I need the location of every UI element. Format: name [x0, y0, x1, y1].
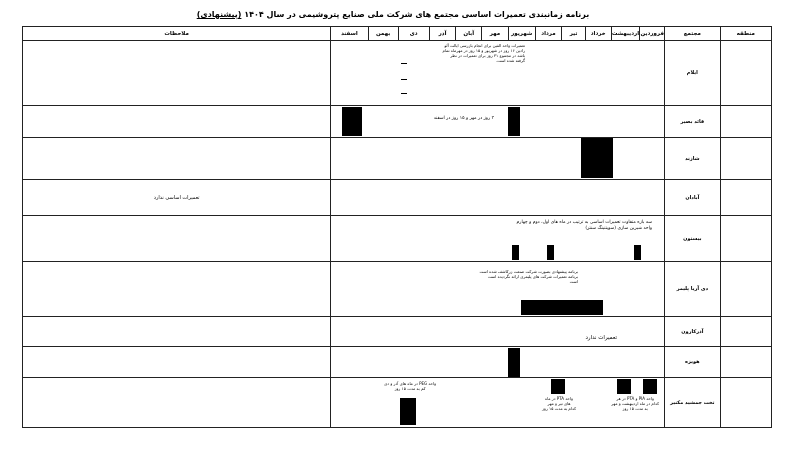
takht-annotation-a: واحد PEG در ماه های آذر و دی کم به مدت ۱۵ روز	[384, 381, 437, 391]
maintenance-bar	[581, 138, 613, 178]
header-month-6: شهریور	[508, 27, 535, 41]
maintenance-bar	[551, 379, 565, 394]
azar-annotation: تعمیرات ندارد	[585, 335, 618, 341]
complex-name: هویزه	[665, 347, 721, 378]
timeline-cell	[331, 317, 665, 347]
header-month-9: آذر	[429, 27, 456, 41]
header-month-2: اردیبهشت	[611, 27, 640, 41]
header-month-3: خرداد	[585, 27, 611, 41]
tick-mark	[401, 63, 407, 64]
title-suffix: (پیشنهادی)	[196, 10, 242, 19]
page-title	[0, 10, 786, 19]
table-row	[23, 378, 772, 428]
timeline-cell	[331, 262, 665, 317]
table-row	[23, 216, 772, 262]
complex-name: تخت جمشید مکنیر	[665, 378, 721, 428]
bistoon-annotation: سه بازه متفاوت تعمیرات اساسی به ترتیب در ماه های اول، دوم و چهارم واحد شیرین سازی (سویتنینگ سنتز)	[516, 220, 653, 231]
takht-annotation-b: واحد PTA در ماه های تیر و مهر کدام به مدت ۱۵ روز	[541, 396, 577, 411]
header-month-5: مرداد	[535, 27, 562, 41]
complex-name: دی آریا پلیمر	[665, 262, 721, 317]
tick-mark	[401, 93, 407, 94]
timeline-cell	[331, 41, 665, 106]
maintenance-bar	[508, 107, 520, 136]
takht-annotation-c: واحد PIA و PTA در هر کدام در ماه اردیبهشت و مهر به مدت ۱۵ روز	[611, 396, 660, 411]
header-month-1: فروردین	[640, 27, 665, 41]
maintenance-bar	[512, 245, 519, 260]
maintenance-bar	[617, 379, 631, 394]
complex-name: آبادان	[665, 180, 721, 216]
maintenance-bar	[400, 398, 416, 425]
tick-mark	[401, 79, 407, 80]
table-row	[23, 138, 772, 180]
maintenance-bar	[547, 245, 554, 260]
header-month-7: مهر	[482, 27, 509, 41]
table-row	[23, 41, 772, 106]
maintenance-bar	[508, 348, 520, 377]
timeline-cell	[331, 180, 665, 216]
header-notes: ملاحظات	[23, 27, 331, 41]
header-month-11: بهمن	[368, 27, 398, 41]
dey-annotation: برنامه پیشنهادی بصورت شرکت صنعت زرکاشف شده است برنامه تعمیرات شرکت های پلیمری ارائه نگردیده است است	[479, 269, 579, 284]
complex-name: بیستون	[665, 216, 721, 262]
table-row	[23, 106, 772, 138]
timeline-cell	[331, 347, 665, 378]
timeline-cell	[331, 378, 665, 428]
header-month-12: اسفند	[331, 27, 368, 41]
header-month-8: آبان	[456, 27, 482, 41]
header-row	[23, 27, 772, 41]
complex-name: شازند	[665, 138, 721, 180]
timeline-cell	[331, 138, 665, 180]
complex-name: قائد بصیر	[665, 106, 721, 138]
table-row	[23, 317, 772, 347]
maintenance-bar	[342, 107, 362, 136]
table-row	[23, 180, 772, 216]
timeline-cell	[331, 216, 665, 262]
maintenance-bar	[634, 245, 641, 260]
timeline-cell	[331, 106, 665, 138]
title-text: برنامه زمانبندی تعمیرات اساسی مجتمع های شرکت ملی صنایع پتروشیمی در سال ۱۴۰۴	[244, 10, 590, 19]
ilam-annotation: تعمیرات واحد الفین برای انجام بازرسی ایالت آلو رادین ۱۶ روز در شهریور و ۱۵ روز در مهرماه تمام باشد در مجموع ۳۱ روز برای تعمیرات در نظر گرفته شده است.	[442, 43, 526, 63]
qaed-annotation: ۳ روز در مهر و ۱۵ روز در اسفند	[433, 116, 495, 121]
maintenance-bar	[521, 300, 603, 315]
table-row	[23, 347, 772, 378]
notes-cell: تعمیرات اساسی ندارد	[23, 180, 331, 216]
complex-name: آذرکارون	[665, 317, 721, 347]
header-month-4: تیر	[562, 27, 586, 41]
maintenance-bar	[643, 379, 657, 394]
complex-name: ایلام	[665, 41, 721, 106]
header-complex: مجتمع	[665, 27, 721, 41]
header-month-10: دی	[398, 27, 429, 41]
header-region: منطقه	[720, 27, 771, 41]
table-row	[23, 262, 772, 317]
schedule-table	[22, 26, 772, 428]
